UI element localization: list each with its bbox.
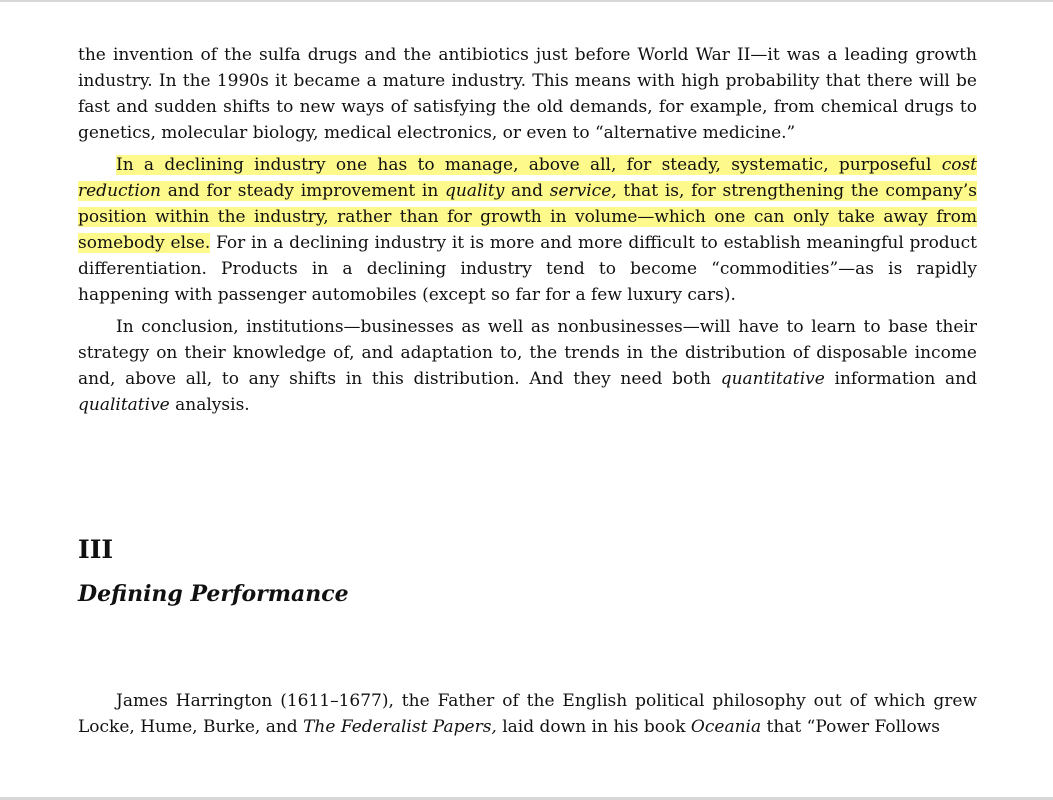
paragraph-declining-industry[interactable] <box>78 152 977 308</box>
section-number: III <box>78 535 114 564</box>
text-segment: For in a declining industry it is more and more difficult to establish meaningful product differentiation. Products in a declining industry tend to become “commodities”—as is rapidly happening with passenger automobiles (except so far for a few luxury cars). <box>78 233 977 305</box>
text-segment: information and <box>824 369 977 389</box>
reading-page-continued <box>78 688 977 746</box>
text-segment: In conclusion, institutions—businesses as well as nonbusinesses—will have to learn to base their strategy on their knowledge of, and adaptation to, the trends in the distribution of disposable income and, above all, to any shifts in this distribution. And they need both <box>78 317 977 389</box>
text-segment: In a declining industry one has to manage, above all, for steady, systematic, purposeful <box>116 155 942 175</box>
text-segment: and for steady improvement in <box>161 181 446 201</box>
emphasis-cost-reduction: cost reduction <box>78 155 977 201</box>
emphasis-service: service, <box>549 181 617 201</box>
emphasis-federalist-papers: The Federalist Papers, <box>303 717 497 737</box>
text-segment: the invention of the sulfa drugs and the antibiotics just before World War II—it was a leading growth industry. In the 1990s it became a mature industry. This means with high probability that there will be fast and sudden shifts to new ways of satisfying the old demands, for example, from chemical drugs to genetics, molecular biology, medical electronics, or even to “alternative medicine.” <box>78 45 977 143</box>
text-segment: James Harrington (1611–1677), the Father of the English political philosophy out of which grew Locke, Hume, Burke, and <box>78 691 977 737</box>
text-segment: laid down in his book <box>496 717 691 737</box>
paragraph-conclusion[interactable] <box>78 314 977 418</box>
paragraph-harrington[interactable] <box>78 688 977 740</box>
text-segment: and <box>504 181 550 201</box>
text-segment: that is, for strengthening the company’s position within the industry, rather than for growth in volume—which one can only take away from somebody else. <box>78 181 978 253</box>
text-segment: that “Power Follows <box>761 717 940 737</box>
emphasis-quantitative: quantitative <box>720 369 825 389</box>
emphasis-qualitative: qualitative <box>78 395 170 415</box>
emphasis-oceania: Oceania <box>690 717 762 737</box>
reading-page <box>78 42 977 424</box>
paragraph-pharma-maturity[interactable] <box>78 42 977 146</box>
text-segment: analysis. <box>169 395 250 415</box>
emphasis-quality: quality <box>445 181 505 201</box>
section-title: Defining Performance <box>78 581 349 607</box>
top-page-edge <box>0 0 1053 2</box>
section-header <box>78 533 977 609</box>
